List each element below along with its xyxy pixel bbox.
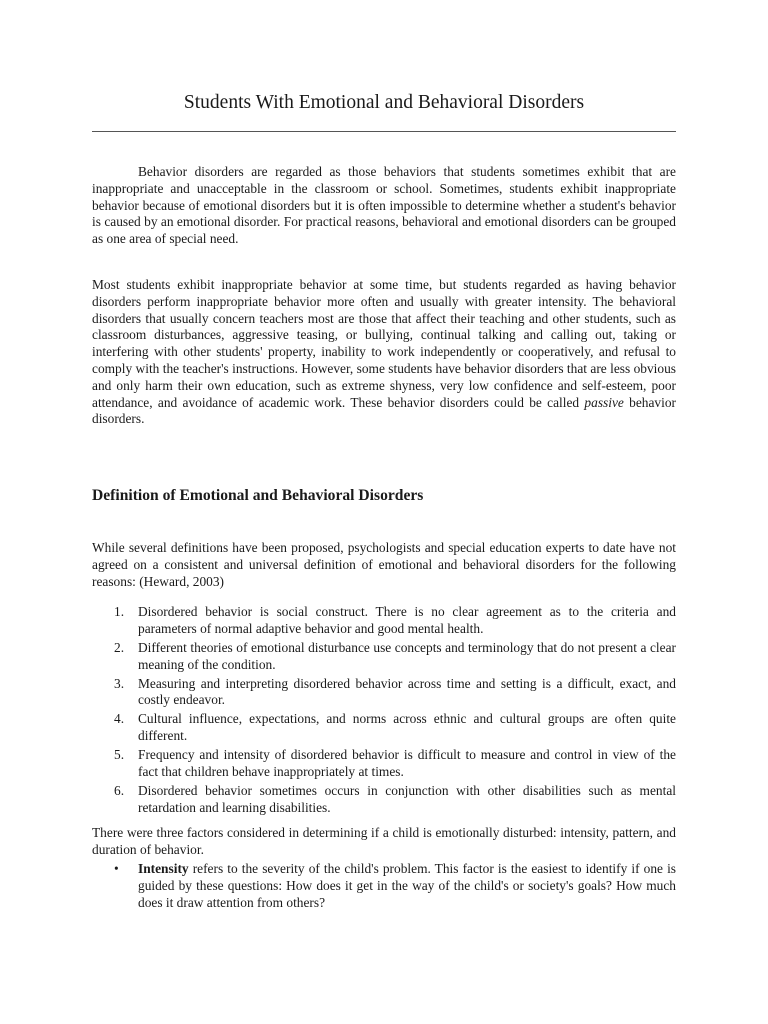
list-item (92, 676, 676, 710)
intro-paragraph: Behavior disorders are regarded as those behaviors that students sometimes exhibit that are inappropriate and unacceptable in the classroom or school. Sometimes, students exhibit inappropriate behavior because of emotional disorders but it is often impossible to determine whether a student's behavior is caused by an emotional disorder. For practical reasons, behavioral and emotional disorders can be grouped as one area of special need. (92, 164, 676, 247)
title-divider (92, 131, 676, 132)
list-item-number: 5. (114, 747, 125, 763)
factor-description: refers to the severity of the child's problem. This factor is the easiest to identify if one is guided by these questions: How does it get in the way of the child's or society's goals? How much does it draw attention from others? (138, 861, 676, 910)
passive-emphasis: passive (584, 394, 624, 410)
factor-term: Intensity (138, 861, 189, 876)
list-item-text: Measuring and interpreting disordered behavior across time and setting is a difficult, exact, and costly endeavor. (138, 675, 676, 708)
list-item (92, 861, 676, 911)
list-item-text: Disordered behavior sometimes occurs in conjunction with other disabilities such as mental retardation and learning disabilities. (138, 782, 676, 815)
page-title: Students With Emotional and Behavioral Disorders (183, 92, 585, 113)
list-item-text: Frequency and intensity of disordered behavior is difficult to measure and control in view of the fact that children behave inappropriately at times. (138, 747, 676, 779)
list-item-number: 6. (114, 782, 125, 798)
paragraph-text-after: behavior disorders. (92, 394, 676, 427)
list-item (92, 640, 676, 674)
list-item-text: Cultural influence, expectations, and norms across ethnic and cultural groups are often quite different. (138, 711, 676, 744)
list-item-number: 1. (114, 604, 125, 619)
behavior-disorders-paragraph (92, 277, 676, 428)
list-item-text: Disordered behavior is social construct. There is no clear agreement as to the criteria and parameters of normal adaptive behavior and good mental health. (138, 604, 676, 636)
list-item-text: Different theories of emotional disturbance use concepts and terminology that do not present a clear meaning of the condition. (138, 639, 676, 672)
factors-list (92, 861, 676, 911)
list-item-number: 2. (114, 639, 125, 655)
paragraph-text-before: Most students exhibit inappropriate behavior at some time, but students regarded as having behavior disorders perform inappropriate behavior more often and usually with greater intensity. The behavioral disorders that usually concern teachers most are those that affect their teaching and other students, such as classroom disturbances, aggressive teasing, or bullying, continual talking and calling out, taking or interfering with other students' property, inability to work independently or cooperatively, and refusal to comply with the teacher's instructions. However, some students have behavior disorders that are less obvious and only harm their own education, such as extreme shyness, very low confidence and self-esteem, poor attendance, and avoidance of academic work. These behavior disorders could be called (92, 277, 676, 410)
list-item (92, 783, 676, 817)
list-item (92, 711, 676, 745)
bullet-icon: • (114, 861, 119, 876)
section-heading: Definition of Emotional and Behavioral Disorders (92, 487, 424, 504)
factors-paragraph: There were three factors considered in determining if a child is emotionally disturbed: intensity, pattern, and duration of behavior. (92, 825, 676, 857)
list-item-number: 4. (114, 711, 125, 727)
reasons-list (92, 604, 676, 819)
list-item-number: 3. (114, 675, 125, 691)
list-item (92, 604, 676, 638)
definition-paragraph: While several definitions have been proposed, psychologists and special education experts to date have not agreed on a consistent and universal definition of emotional and behavioral disorders for the following reasons: (Heward, 2003) (92, 540, 676, 589)
list-item (92, 747, 676, 781)
